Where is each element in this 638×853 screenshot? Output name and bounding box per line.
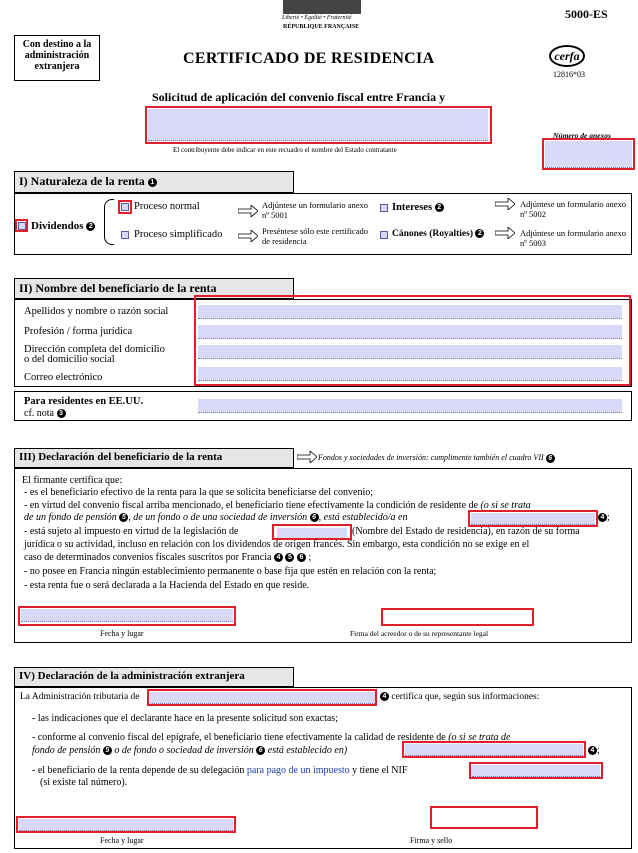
s4-line1b-text: certifica que, según sus informaciones: xyxy=(391,692,540,702)
arrow-right-icon xyxy=(495,198,515,210)
royalties-text: Cánones (Royalties) xyxy=(392,229,474,239)
royalties-note: Adjúntese un formulario anexo nº 5003 xyxy=(520,228,626,248)
note-4-icon: 4 xyxy=(380,692,389,701)
s3-date-place-highlight xyxy=(18,606,236,626)
s4-date-place-label: Fecha y lugar xyxy=(100,836,144,845)
s4-line4b: o de fondo o sociedad de inversión xyxy=(114,745,254,756)
arrow-right-icon xyxy=(495,227,515,239)
s3-line1: - es el beneficiario efectivo de la renta para la que se solicita beneficiarse del convenio; xyxy=(24,487,373,498)
funds-note xyxy=(318,453,555,463)
s4-line5a: - el beneficiario de la renta depende de su delegación xyxy=(32,765,245,776)
s3-line2-italic: (o si se trata xyxy=(480,500,531,511)
s3-line3b: , de un fondo o de una sociedad de inversión xyxy=(128,512,308,523)
dividends-label xyxy=(31,220,95,232)
us-label-2 xyxy=(24,408,66,419)
arrow-right-icon xyxy=(238,205,258,217)
note-6-icon: 6 xyxy=(310,513,319,522)
s4-line4c: está establecido en) xyxy=(267,745,348,756)
royalties-checkbox[interactable] xyxy=(380,231,388,239)
note-4-icon: 4 xyxy=(598,513,607,522)
section3-title: III) Declaración del beneficiario de la renta xyxy=(19,451,223,463)
section4-title: IV) Declaración de la administración extranjera xyxy=(19,670,245,682)
nif-highlight xyxy=(469,762,603,779)
note-4-icon: 4 xyxy=(588,746,597,755)
note-5-icon: 5 xyxy=(119,513,128,522)
s4-line4a: fondo de pensión xyxy=(32,745,101,756)
s3-line2 xyxy=(24,500,531,511)
country-field-highlight xyxy=(145,106,492,144)
normal-label: Proceso normal xyxy=(134,201,200,212)
annex-highlight xyxy=(542,138,635,170)
arrow-right-icon xyxy=(238,230,258,242)
name-label: Apellidos y nombre o razón social xyxy=(24,306,169,317)
simplified-note: Preséntese sólo este certificado de residencia xyxy=(262,226,368,246)
note-2-icon: 2 xyxy=(435,203,444,212)
s4-line2: - las indicaciones que el declarante hace en la presente solicitud son exactas; xyxy=(32,713,338,724)
us-note-text: cf. nota xyxy=(24,408,54,419)
annex-label: Número de anexos xyxy=(553,131,611,140)
destination-label: Con destino a la administración extranjera xyxy=(22,39,92,72)
s3-line2-text: - en virtud del convenio fiscal arriba mencionado, el beneficiario tiene efectivamente la condición de residente de xyxy=(24,500,478,511)
cerfa-number: 12816*03 xyxy=(553,70,585,79)
note-2-icon: 2 xyxy=(475,229,484,238)
s3-line8: - esta renta fue o será declarada a la Hacienda del Estado en que reside. xyxy=(24,580,310,591)
s4-line4 xyxy=(32,745,347,756)
taxpayer-note: El contribuyente debe indicar en este recuadro el nombre del Estado contratante xyxy=(173,146,397,154)
note-2-icon: 2 xyxy=(86,222,95,231)
note-6-icon: 6 xyxy=(546,454,555,463)
page-title: CERTIFICADO DE RESIDENCIA xyxy=(183,50,435,67)
s3-line4a: - está sujeto al impuesto en virtud de la legislación de xyxy=(24,526,239,537)
arrow-right-icon xyxy=(297,451,317,463)
us-label-1: Para residentes en EE.UU. xyxy=(24,396,144,407)
destination-box xyxy=(14,35,100,81)
interest-label xyxy=(392,202,444,213)
s3-line6 xyxy=(24,552,311,563)
s4-line1b xyxy=(380,692,539,702)
s3-line3a: de un fondo de pensión xyxy=(24,512,117,523)
s4-line4d: ; xyxy=(597,745,600,756)
residence-highlight xyxy=(402,741,586,758)
s3-line6-text: caso de determinados convenios fiscales suscritos por Francia xyxy=(24,552,272,563)
normal-note: Adjúntese un formulario anexo nº 5001 xyxy=(262,200,368,220)
note-6-icon: 6 xyxy=(297,553,306,562)
normal-checkbox[interactable] xyxy=(121,203,129,211)
cerfa-logo xyxy=(549,45,585,67)
note-5-icon: 5 xyxy=(103,746,112,755)
s3-line6-end: ; xyxy=(308,552,312,563)
section4-header xyxy=(14,667,294,687)
marianne-logo xyxy=(283,0,361,14)
s3-line3d: ; xyxy=(607,512,610,523)
cerfa-label: cerfa xyxy=(554,49,580,63)
s3-intro: El firmante certifica que: xyxy=(22,475,123,486)
note-5-icon: 5 xyxy=(285,553,294,562)
note-6-icon: 6 xyxy=(256,746,265,755)
s4-line6: (si existe tal número). xyxy=(40,777,128,788)
s4-line5 xyxy=(32,765,407,776)
dividends-checkbox[interactable] xyxy=(18,222,26,230)
address-label-1: Dirección completa del domicilio xyxy=(24,344,165,355)
s3-line3 xyxy=(24,512,408,523)
tax-payment-link[interactable]: para pago de un impuesto xyxy=(246,765,350,776)
section2-title: II) Nombre del beneficiario de la renta xyxy=(19,281,217,295)
interest-text: Intereses xyxy=(392,202,433,213)
established-in-highlight xyxy=(468,510,598,527)
brace-icon xyxy=(104,199,114,245)
republic-label: RÉPUBLIQUE FRANÇAISE xyxy=(283,24,360,30)
s4-line4-end xyxy=(588,745,600,756)
simplified-checkbox[interactable] xyxy=(121,231,129,239)
address-label-2: o del domicilio social xyxy=(24,354,115,365)
s3-signature-label: Firma del acreedor o de su representante legal xyxy=(350,629,489,638)
s4-signature-label: Firma y sello xyxy=(410,836,453,845)
s3-line5: jurídica o su actividad, incluso en relación con los dividendos de origen francés. Sin embargo, esta condición no se exige en el xyxy=(24,539,530,550)
section3-header xyxy=(14,448,294,468)
funds-note-text: Fondos y sociedades de inversión: cumplimente también el cuadro VII xyxy=(318,453,544,462)
interest-note: Adjúntese un formulario anexo nº 5002 xyxy=(520,199,626,219)
section1-title: I) Naturaleza de la renta xyxy=(19,174,145,188)
s4-signature-highlight[interactable] xyxy=(430,806,538,829)
s3-date-place-label: Fecha y lugar xyxy=(100,629,144,638)
tax-country-highlight xyxy=(272,524,352,540)
s3-line7: - no posee en Francia ningún establecimiento permanente o base fija que estén en relación con la renta; xyxy=(24,566,437,577)
s4-line3-text: - conforme al convenio fiscal del epígrafe, el beneficiario tiene efectivamente la calidad de residente de xyxy=(32,732,446,743)
foreign-admin-highlight xyxy=(147,689,377,706)
subtitle: Solicitud de aplicación del convenio fiscal entre Francia y xyxy=(152,90,446,104)
note-1-icon: 1 xyxy=(148,178,157,187)
simplified-label: Proceso simplificado xyxy=(134,229,223,240)
us-field[interactable] xyxy=(198,399,622,413)
email-label: Correo electrónico xyxy=(24,372,103,383)
s3-line3c: , está establecido/a en xyxy=(318,512,408,523)
form-code: 5000-ES xyxy=(565,7,608,21)
section1-header xyxy=(14,171,294,193)
s4-line5c: y tiene el NIF xyxy=(352,765,408,776)
note-4-icon: 4 xyxy=(274,553,283,562)
royalties-label xyxy=(392,229,484,239)
s3-line3-end xyxy=(598,512,610,523)
profession-label: Profesión / forma jurídica xyxy=(24,326,133,337)
note-3-icon: 3 xyxy=(57,409,66,418)
interest-checkbox[interactable] xyxy=(380,204,388,212)
s4-line3-italic: (o si se trata de xyxy=(448,732,511,743)
dividends-text: Dividendos xyxy=(31,220,84,232)
s4-date-place-highlight xyxy=(16,816,236,833)
s4-line1a: La Administración tributaria de xyxy=(20,692,140,702)
beneficiary-highlight xyxy=(194,295,631,386)
motto: Liberté • Égalité • Fraternité xyxy=(282,15,352,21)
s3-line4b: (Nombre del Estado de residencia), en razón de su forma xyxy=(352,526,580,537)
s3-signature-highlight[interactable] xyxy=(381,608,534,626)
